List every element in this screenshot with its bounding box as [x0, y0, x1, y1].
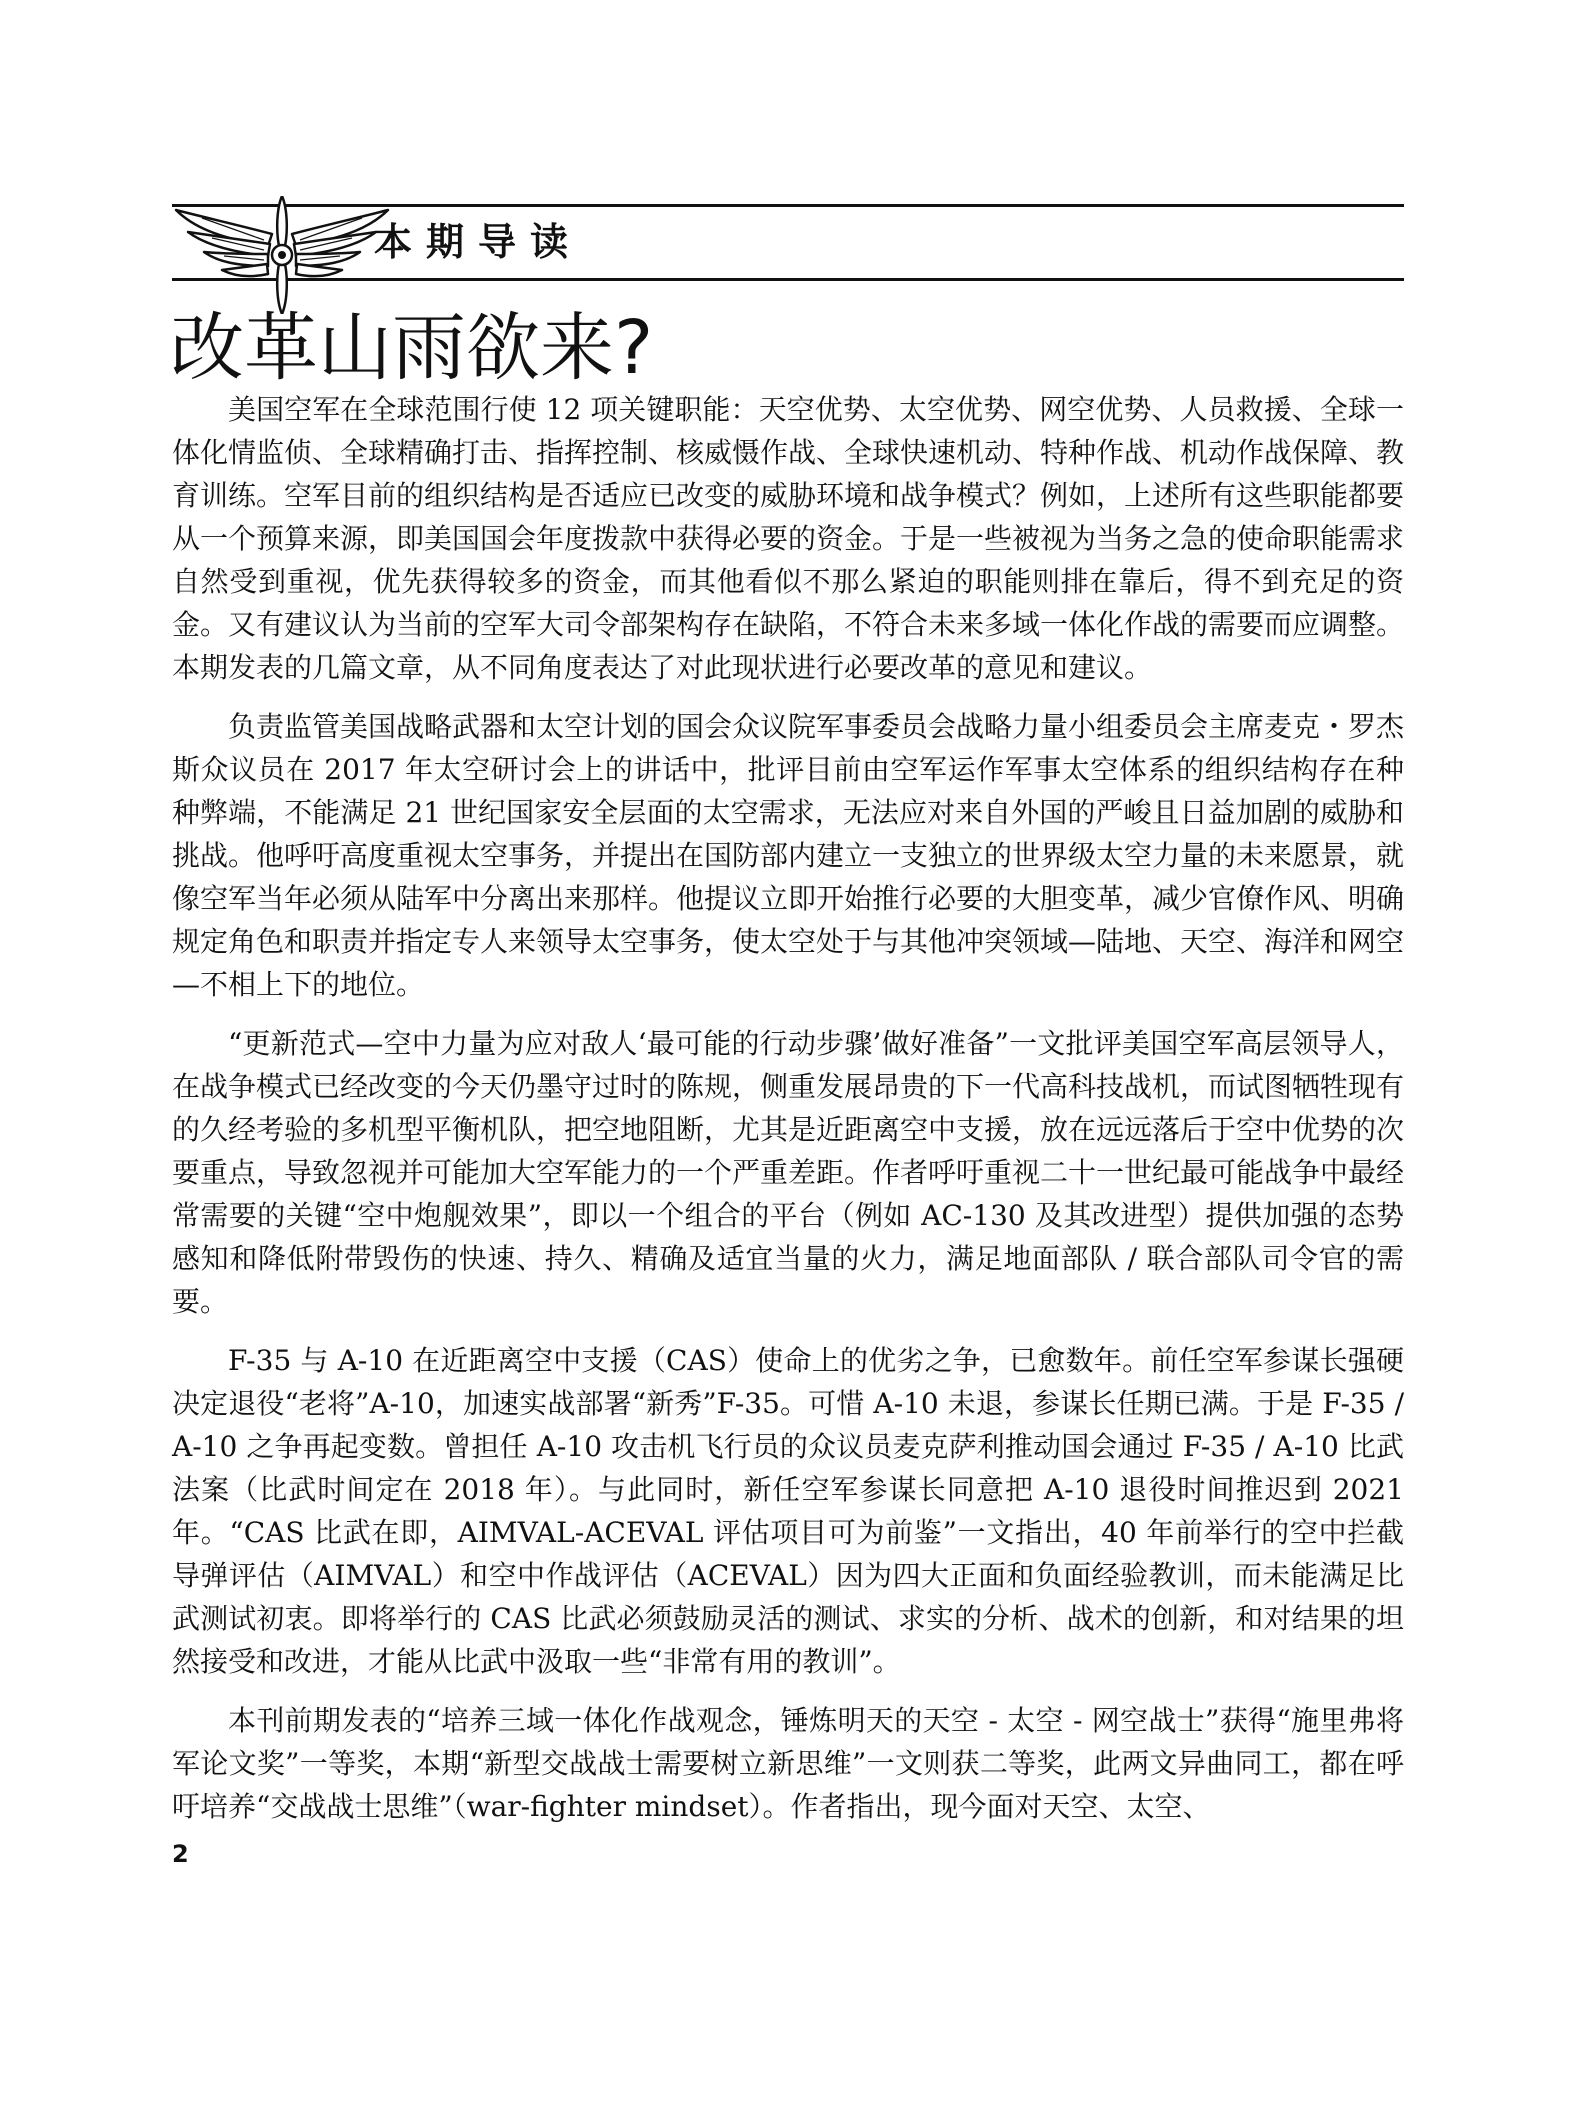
body-paragraph: 本刊前期发表的“培养三域一体化作战观念，锤炼明天的天空 - 太空 - 网空战士”获得“施里弗将军论文奖”一等奖，本期“新型交战战士需要树立新思维”一文则获二等奖，此两文异曲同工，都在呼吁培养“交战战士思维”（war-fighter mindset）。作者指出，现今面对天空、太空、: [172, 1704, 1404, 1823]
section-label: 本期导读: [374, 220, 583, 264]
body-paragraph: 美国空军在全球范围行使 12 项关键职能：天空优势、太空优势、网空优势、人员救援、全球一体化情监侦、全球精确打击、指挥控制、核威慑作战、全球快速机动、特种作战、机动作战保障、教育训练。空军目前的组织结构是否适应已改变的威胁环境和战争模式？例如，上述所有这些职能都要从一个预算来源，即美国国会年度拨款中获得必要的资金。于是一些被视为当务之急的使命职能需求自然受到重视，优先获得较多的资金，而其他看似不那么紧迫的职能则排在靠后，得不到充足的资金。又有建议认为当前的空军大司令部架构存在缺陷，不符合未来多域一体化作战的需要而应调整。本期发表的几篇文章，从不同角度表达了对此现状进行必要改革的意见和建议。: [172, 393, 1405, 684]
body-paragraph: F-35 与 A-10 在近距离空中支援（CAS）使命上的优劣之争，已愈数年。前任空军参谋长强硬决定退役“老将”A-10，加速实战部署“新秀”F-35。可惜 A-10 未退，参谋长任期已满。于是 F-35 / A-10 之争再起变数。曾担任 A-10 攻击机飞行员的众议员麦克萨利推动国会通过 F-35 / A-10 比武法案（比武时间定在 2018 年）。与此同时，新任空军参谋长同意把 A-10 退役时间推迟到 2021 年。“CAS 比武在即，AIMVAL-ACEVAL 评估项目可为前鉴”一文指出，40 年前举行的空中拦截导弹评估（AIMVAL）和空中作战评估（ACEVAL）因为四大正面和负面经验教训，而未能满足比武测试初衷。即将举行的 CAS 比武必须鼓励灵活的测试、求实的分析、战术的创新，和对结果的坦然接受和改进，才能从比武中汲取一些“非常有用的教训”。: [172, 1344, 1404, 1678]
body-paragraph: 负责监管美国战略武器和太空计划的国会众议院军事委员会战略力量小组委员会主席麦克・罗杰斯众议员在 2017 年太空研讨会上的讲话中，批评目前由空军运作军事太空体系的组织结构存在种种弊端，不能满足 21 世纪国家安全层面的太空需求，无法应对来自外国的严峻且日益加剧的威胁和挑战。他呼吁高度重视太空事务，并提出在国防部内建立一支独立的世界级太空力量的未来愿景，就像空军当年必须从陆军中分离出来那样。他提议立即开始推行必要的大胆变革，减少官僚作风、明确规定角色和职责并指定专人来领导太空事务，使太空处于与其他冲突领域—陆地、天空、海洋和网空—不相上下的地位。: [172, 710, 1405, 1001]
article-title: 改革山雨欲来?: [170, 305, 654, 391]
section-header: [172, 196, 1404, 282]
air-force-wings-propeller-icon: [172, 196, 392, 314]
article-body: [172, 388, 1404, 1844]
page-number: 2: [172, 1840, 189, 1868]
body-paragraph: “更新范式—空中力量为应对敌人‘最可能的行动步骤’做好准备”一文批评美国空军高层领导人，在战争模式已经改变的今天仍墨守过时的陈规，侧重发展昂贵的下一代高科技战机，而试图牺牲现有的久经考验的多机型平衡机队，把空地阻断，尤其是近距离空中支援，放在远远落后于空中优势的次要重点，导致忽视并可能加大空军能力的一个严重差距。作者呼吁重视二十一世纪最可能战争中最经常需要的关键“空中炮舰效果”，即以一个组合的平台（例如 AC-130 及其改进型）提供加强的态势感知和降低附带毁伤的快速、持久、精确及适宜当量的火力，满足地面部队 / 联合部队司令官的需要。: [172, 1027, 1405, 1318]
